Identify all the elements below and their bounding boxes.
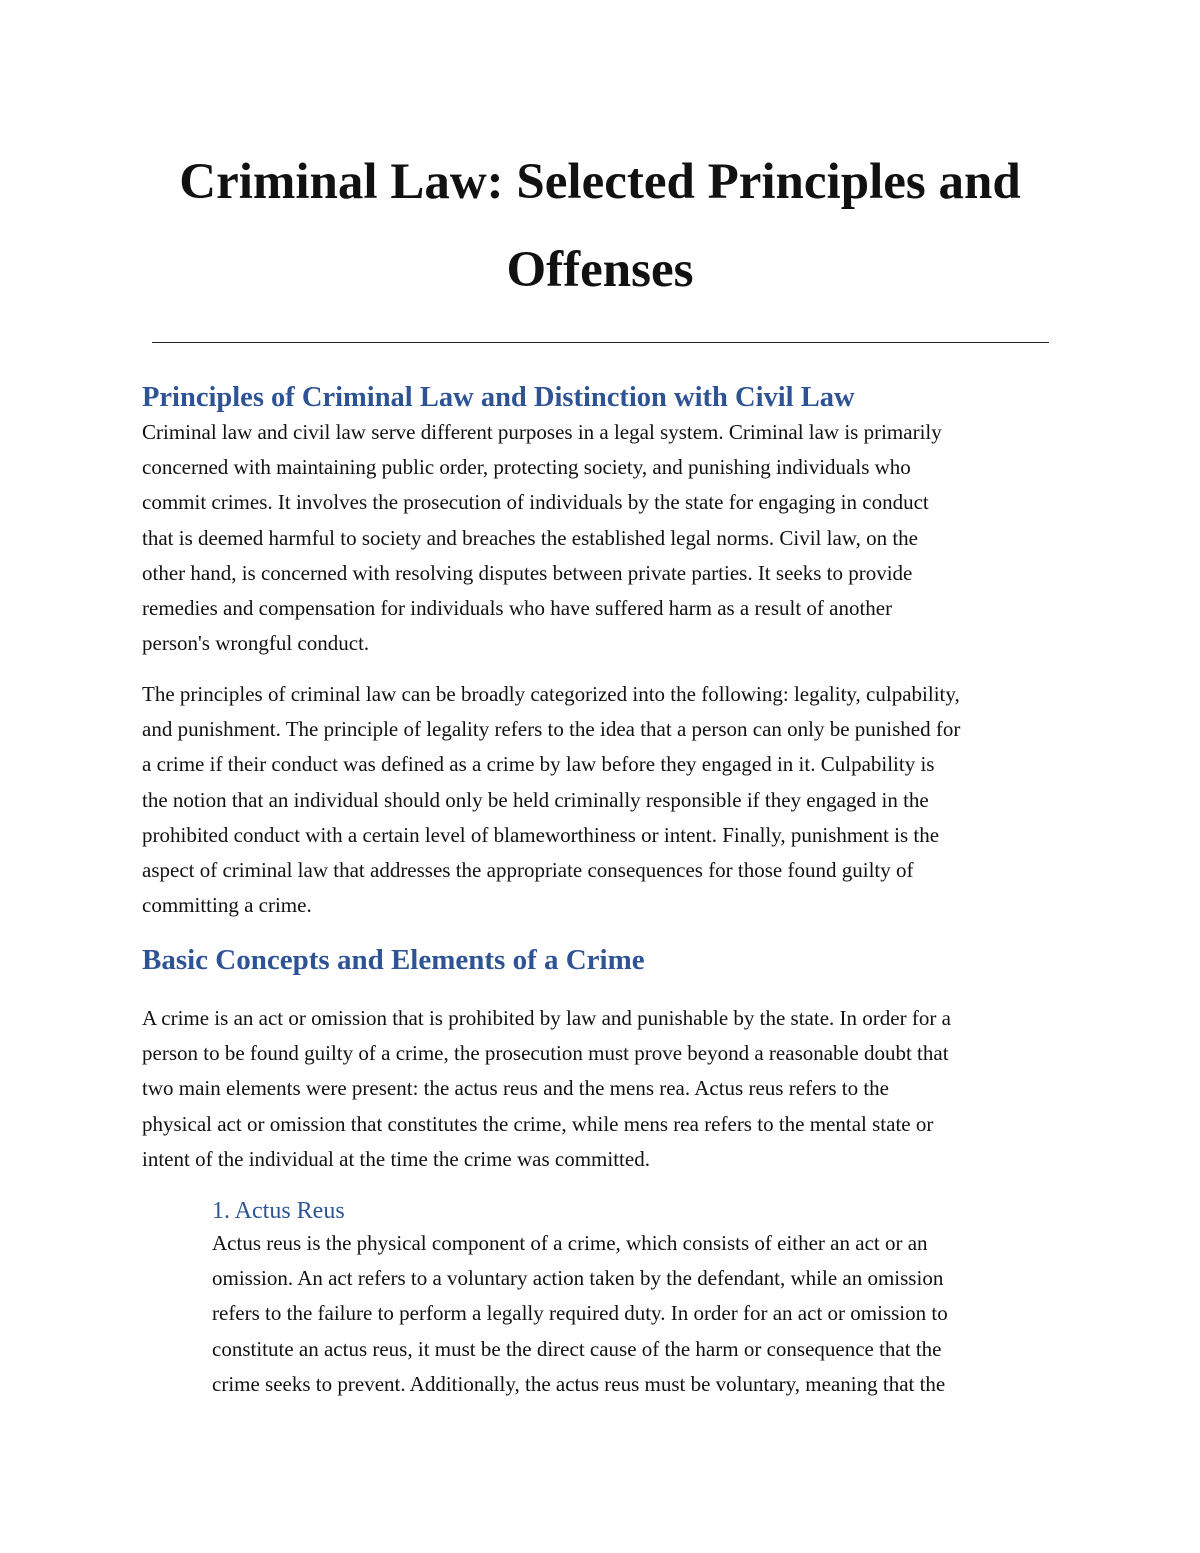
paragraph-criminal-vs-civil bbox=[142, 415, 942, 661]
paragraph-line: constitute an actus reus, it must be the direct cause of the harm or consequence that the bbox=[212, 1336, 942, 1361]
paragraph-line: and punishment. The principle of legality refers to the idea that a person can only be punished for bbox=[142, 717, 961, 742]
paragraph-crime-definition bbox=[142, 1001, 951, 1177]
paragraph-line: omission. An act refers to a voluntary action taken by the defendant, while an omission bbox=[212, 1266, 944, 1291]
paragraph-line: person's wrongful conduct. bbox=[142, 631, 370, 656]
paragraph-line: two main elements were present: the actus reus and the mens rea. Actus reus refers to the bbox=[142, 1076, 889, 1101]
paragraph-line: crime seeks to prevent. Additionally, the actus reus must be voluntary, meaning that the bbox=[212, 1371, 946, 1396]
paragraph-line: commit crimes. It involves the prosecution of individuals by the state for engaging in conduct bbox=[142, 490, 929, 515]
paragraph-line: aspect of criminal law that addresses the appropriate consequences for those found guilty of bbox=[142, 858, 914, 883]
paragraph-principles-categories bbox=[142, 677, 960, 923]
paragraph-line: committing a crime. bbox=[142, 893, 312, 918]
paragraph-line: The principles of criminal law can be broadly categorized into the following: legality, culpability, bbox=[142, 682, 960, 706]
paragraph-line: physical act or omission that constitutes the crime, while mens rea refers to the mental state or bbox=[142, 1111, 934, 1136]
paragraph-line: refers to the failure to perform a legally required duty. In order for an act or omission to bbox=[212, 1301, 948, 1326]
document-title: Criminal Law: Selected Principles and Offenses bbox=[179, 154, 1021, 298]
paragraph-actus-reus bbox=[212, 1226, 948, 1402]
paragraph-line: A crime is an act or omission that is prohibited by law and punishable by the state. In order for a bbox=[142, 1006, 951, 1030]
paragraph-line: a crime if their conduct was defined as a crime by law before they engaged in it. Culpability is bbox=[142, 752, 935, 777]
paragraph-line: intent of the individual at the time the crime was committed. bbox=[142, 1146, 650, 1171]
subsection-heading-actus-reus: 1. Actus Reus bbox=[212, 1198, 345, 1224]
paragraph-line: prohibited conduct with a certain level of blameworthiness or intent. Finally, punishment is the bbox=[142, 822, 940, 847]
paragraph-line: other hand, is concerned with resolving disputes between private parties. It seeks to provide bbox=[142, 560, 913, 585]
paragraph-line: remedies and compensation for individuals who have suffered harm as a result of another bbox=[142, 596, 893, 621]
paragraph-line: Criminal law and civil law serve different purposes in a legal system. Criminal law is primarily bbox=[142, 420, 942, 444]
section-heading-principles: Principles of Criminal Law and Distinction with Civil Law bbox=[142, 382, 855, 413]
paragraph-line: person to be found guilty of a crime, the prosecution must prove beyond a reasonable doubt that bbox=[142, 1041, 949, 1066]
title-divider bbox=[152, 342, 1049, 343]
paragraph-line: Actus reus is the physical component of a crime, which consists of either an act or an bbox=[212, 1231, 928, 1255]
paragraph-line: the notion that an individual should only be held criminally responsible if they engaged in the bbox=[142, 787, 929, 812]
section-heading-elements: Basic Concepts and Elements of a Crime bbox=[142, 944, 645, 976]
paragraph-line: concerned with maintaining public order, protecting society, and punishing individuals who bbox=[142, 455, 911, 480]
paragraph-line: that is deemed harmful to society and breaches the established legal norms. Civil law, on the bbox=[142, 525, 919, 550]
